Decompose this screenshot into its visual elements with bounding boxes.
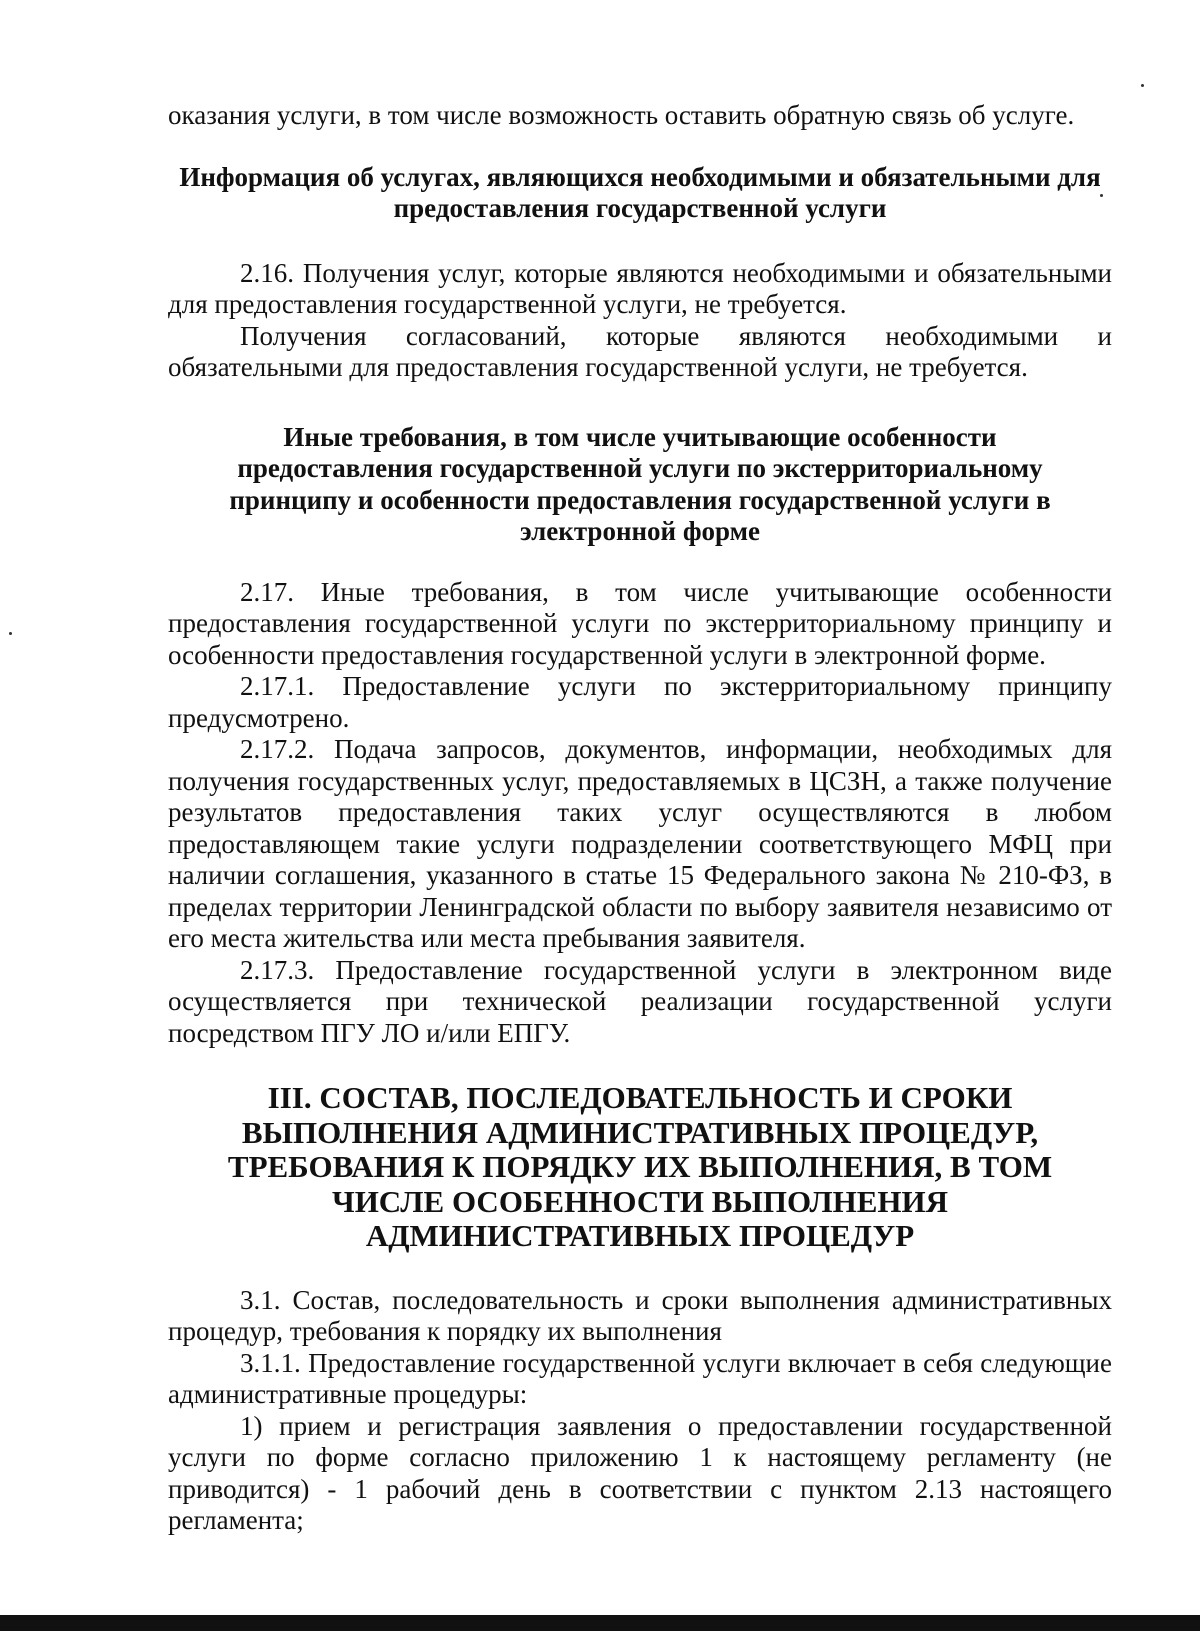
paragraph-2-16: 2.16. Получения услуг, которые являются необходимыми и обязательными для предоставления государственной услуги, не требуется. — [168, 257, 1112, 319]
intro-tail-paragraph: оказания услуги, в том числе возможность оставить обратную связь об услуге. — [168, 100, 1075, 130]
heading-section-3: III. СОСТАВ, ПОСЛЕДОВАТЕЛЬНОСТЬ И СРОКИ ВЫПОЛНЕНИЯ АДМИНИСТРАТИВНЫХ ПРОЦЕДУР, ТРЕБОВАНИЯ К ПОРЯДКУ ИХ ВЫПОЛНЕНИЯ, В ТОМ ЧИСЛЕ ОСОБЕННОСТИ ВЫПОЛНЕНИЯ АДМИНИСТРАТИВНЫХ ПРОЦЕДУР — [227, 1080, 1053, 1253]
paragraph-3-1-1: 3.1.1. Предоставление государственной услуги включает в себя следующие административные процедуры: — [168, 1347, 1112, 1409]
scan-speck — [9, 632, 12, 635]
paragraph-2-16-b: Получения согласований, которые являются необходимыми и обязательными для предоставления государственной услуги, не требуется. — [168, 320, 1112, 382]
paragraph-3-1: 3.1. Состав, последовательность и сроки выполнения административных процедур, требования к порядку их выполнения — [168, 1284, 1112, 1346]
scan-speck — [1141, 84, 1144, 87]
scan-edge-bar — [0, 1615, 1200, 1631]
paragraph-2-17-3: 2.17.3. Предоставление государственной услуги в электронном виде осуществляется при технической реализации государственной услуги посредством ПГУ ЛО и/или ЕПГУ. — [168, 954, 1112, 1048]
heading-other-requirements: Иные требования, в том числе учитывающие особенности предоставления государственной услуги по экстерриториальному принципу и особенности предоставления государственной услуги в электронной форме — [229, 421, 1051, 546]
paragraph-2-17-1: 2.17.1. Предоставление услуги по экстерриториальному принципу предусмотрено. — [168, 671, 1112, 733]
paragraph-item-1: 1) прием и регистрация заявления о предоставлении государственной услуги по форме согласно приложению 1 к настоящему регламенту (не приводится) - 1 рабочий день в соответствии с пунктом 2.13 настоящего регламента; — [168, 1410, 1112, 1535]
heading-information: Информация об услугах, являющихся необходимыми и обязательными для предоставления государственной услуги — [179, 161, 1101, 223]
document-page — [168, 100, 1112, 1537]
paragraph-2-17: 2.17. Иные требования, в том числе учитывающие особенности предоставления государственной услуги по экстерриториальному принципу и особенности предоставления государственной услуги в электронной форме. — [168, 576, 1112, 670]
paragraph-2-17-2: 2.17.2. Подача запросов, документов, информации, необходимых для получения государственных услуг, предоставляемых в ЦСЗН, а также получение результатов предоставления таких услуг осуществляются в любом предоставляющем такие услуги подразделении соответствующего МФЦ при наличии соглашения, указанного в статье 15 Федерального закона № 210-ФЗ, в пределах территории Ленинградской области по выбору заявителя независимо от его места жительства или места пребывания заявителя. — [168, 734, 1112, 953]
scan-speck — [1100, 194, 1103, 197]
